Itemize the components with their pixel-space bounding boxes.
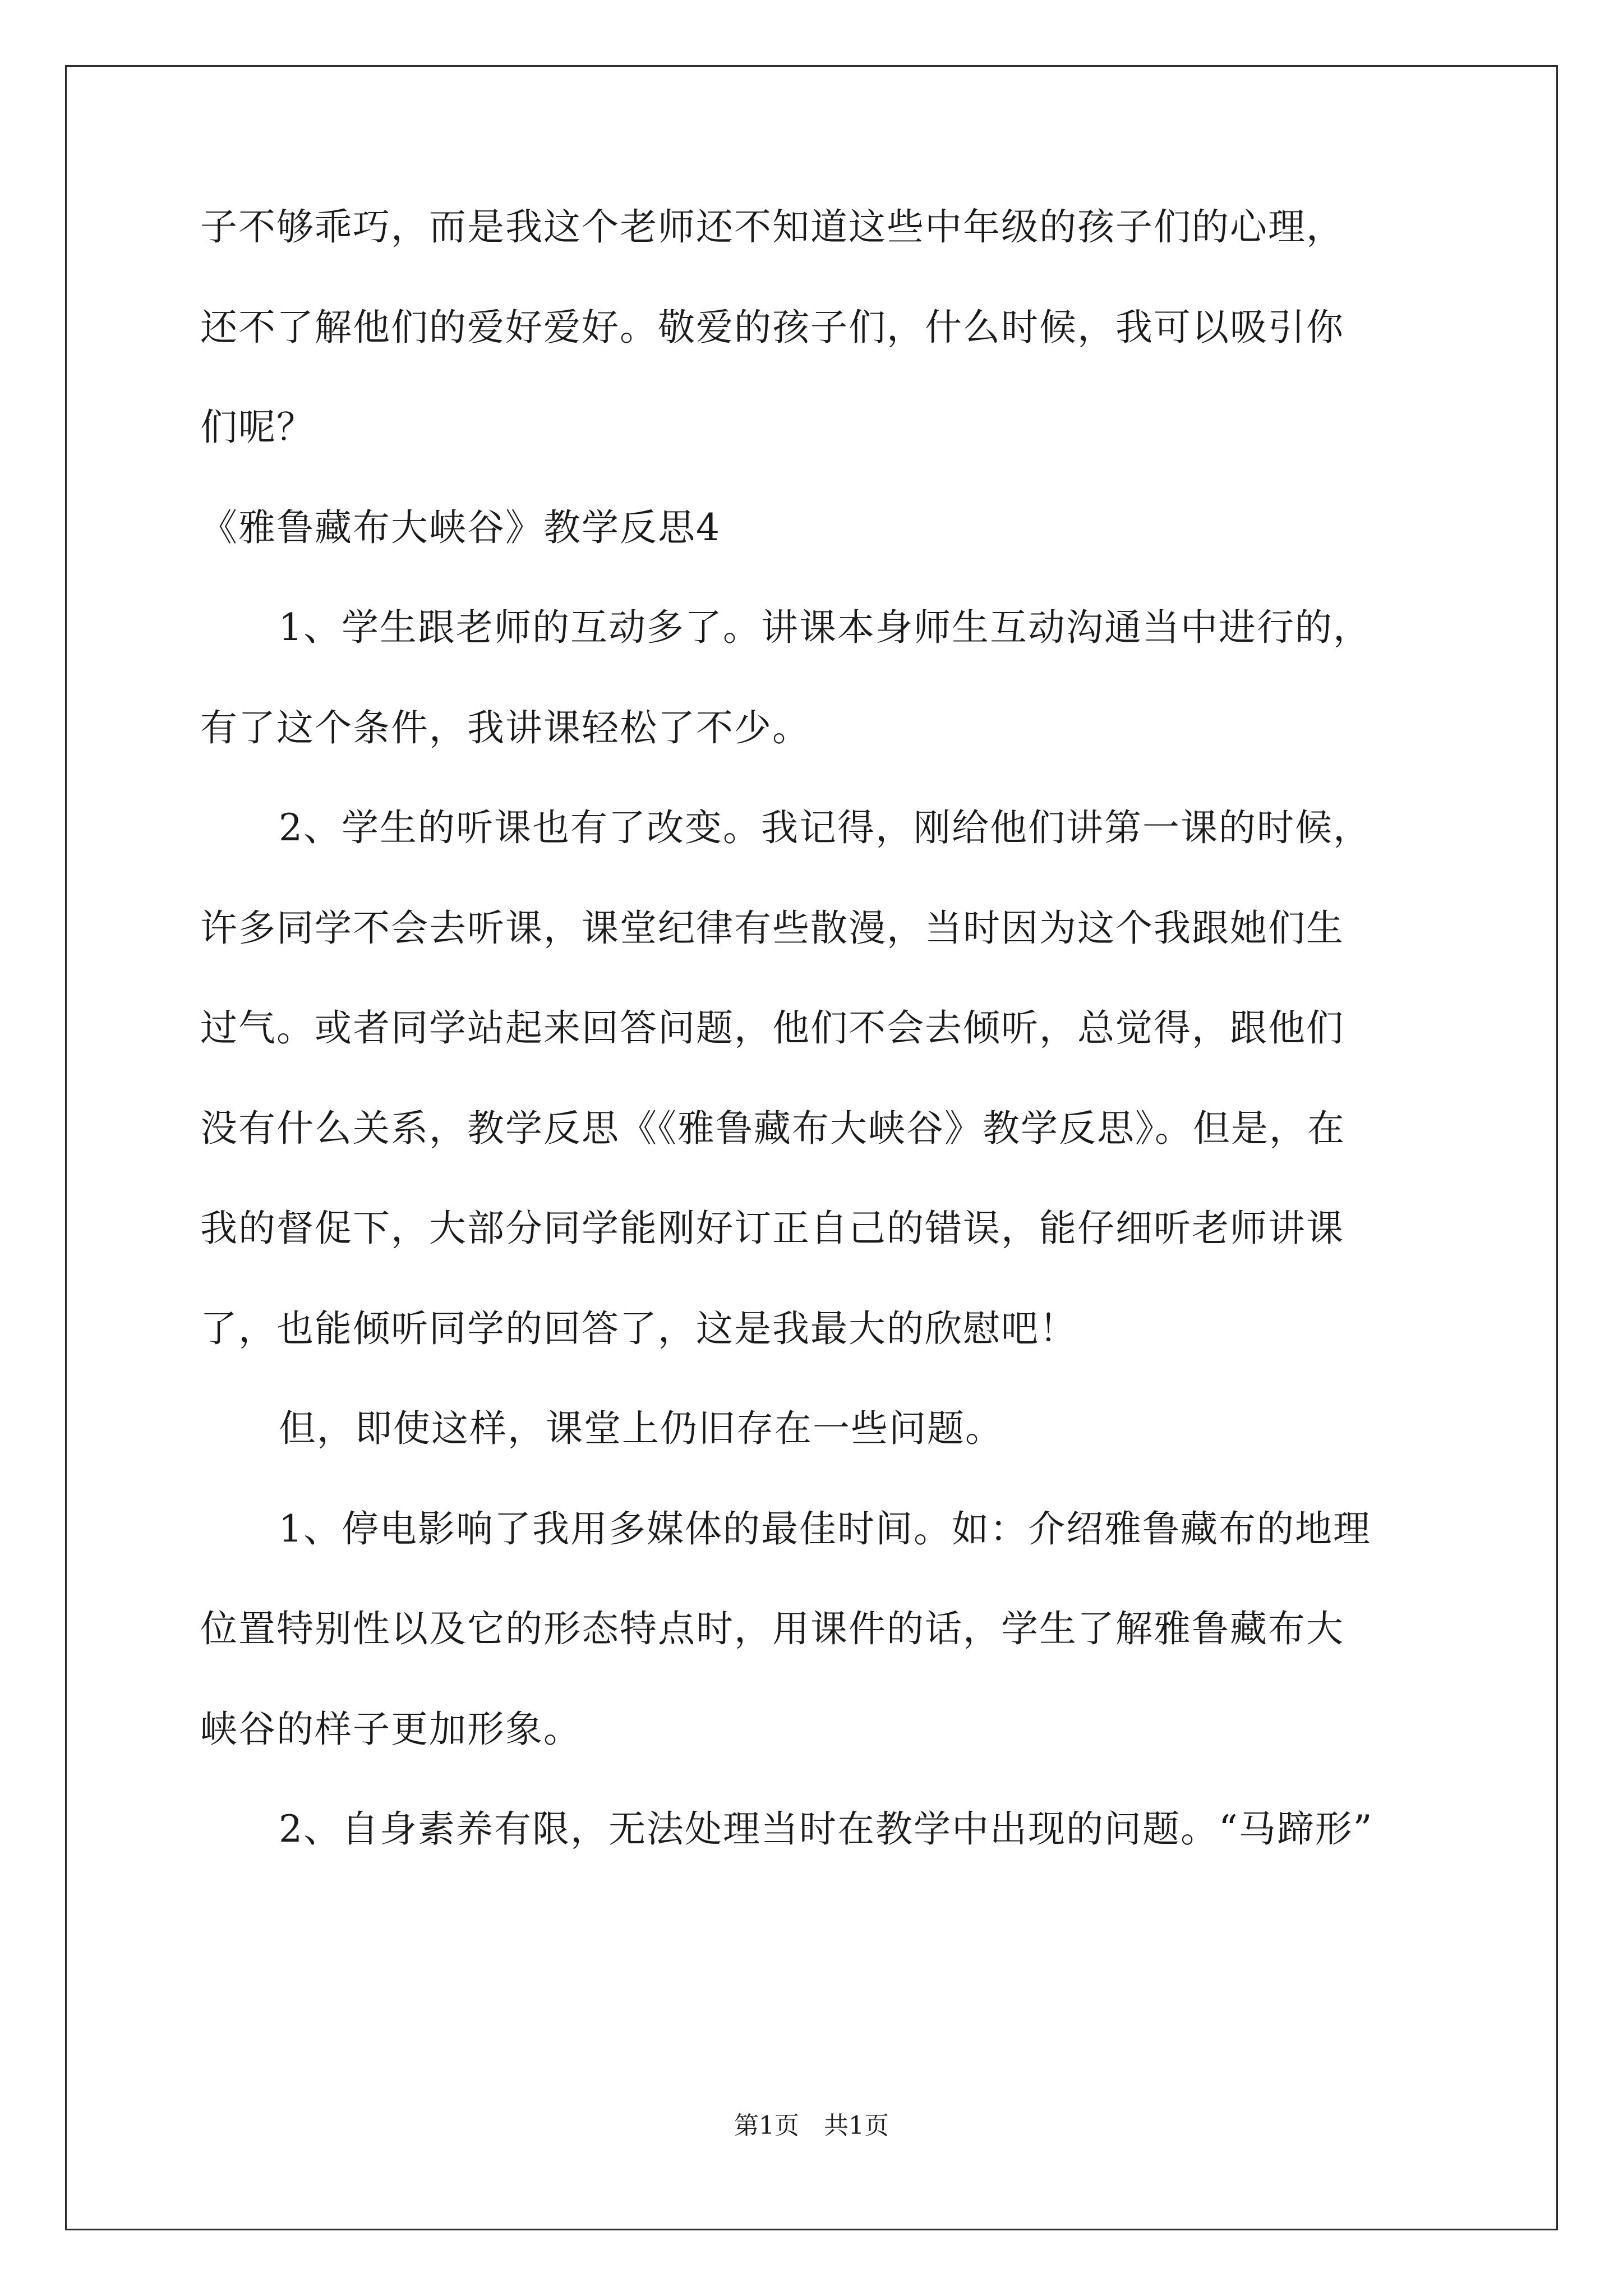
- paragraph-start: 1、学生跟老师的互动多了。讲课本身师生互动沟通当中进行的，: [279, 606, 1371, 649]
- text-line: 子不够乖巧，而是我这个老师还不知道这些中年级的孩子们的心理，: [200, 205, 1344, 249]
- text-line: 我的督促下，大部分同学能刚好订正自己的错误，能仔细听老师讲课: [200, 1207, 1344, 1250]
- page-footer: 第1页 共1页: [734, 2111, 889, 2140]
- document-body: [200, 202, 1445, 1904]
- text-line: 还不了解他们的爱好爱好。敬爱的孩子们，什么时候，我可以吸引你: [200, 305, 1344, 349]
- text-line: 过气。或者同学站起来回答问题，他们不会去倾听，总觉得，跟他们: [200, 1006, 1344, 1050]
- paragraph-start: 2、自身素养有限，无法处理当时在教学中出现的问题。“马蹄形”: [279, 1807, 1373, 1851]
- text-line: 没有什么关系，教学反思《《雅鲁藏布大峡谷》教学反思》。但是，在: [200, 1106, 1345, 1150]
- text-line: 位置特别性以及它的形态特点时，用课件的话，学生了解雅鲁藏布大: [200, 1607, 1344, 1650]
- paragraph-start: 2、学生的听课也有了改变。我记得，刚给他们讲第一课的时候，: [279, 806, 1371, 849]
- section-heading: 《雅鲁藏布大峡谷》教学反思4: [200, 505, 721, 549]
- text-line: 许多同学不会去听课，课堂纪律有些散漫，当时因为这个我跟她们生: [200, 906, 1344, 950]
- text-line: 峡谷的样子更加形象。: [200, 1707, 582, 1751]
- text-line: 了，也能倾听同学的回答了，这是我最大的欣慰吧！: [200, 1306, 1077, 1350]
- paragraph-start: 但，即使这样，课堂上仍旧存在一些问题。: [279, 1407, 1003, 1450]
- paragraph-start: 1、停电影响了我用多媒体的最佳时间。如：介绍雅鲁藏布的地理: [279, 1507, 1371, 1550]
- text-line: 们呢？: [200, 406, 315, 449]
- text-line: 有了这个条件，我讲课轻松了不少。: [200, 706, 810, 749]
